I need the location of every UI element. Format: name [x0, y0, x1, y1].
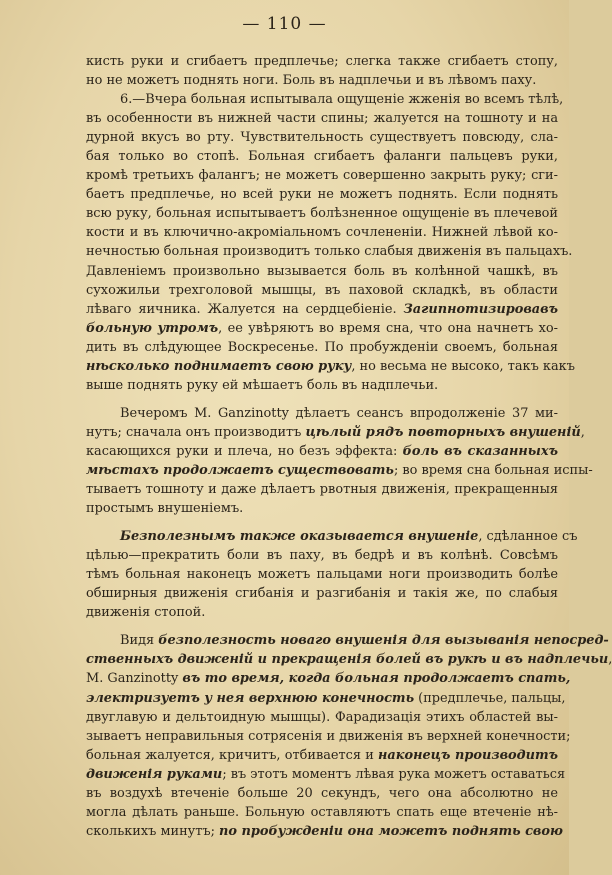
text-line	[86, 565, 558, 584]
plain-text: кромѣ третьихъ фалангъ; не можетъ совершенно закрыть руку; сги-	[86, 168, 558, 184]
emphasis-text: боль въ сказанныхъ	[402, 443, 558, 459]
plain-text: дить въ слѣдующее Воскресенье. По пробужденіи своемъ, больная	[86, 339, 558, 355]
text-line	[86, 669, 571, 688]
emphasis-text: цѣлый рядъ повторныхъ внушеній	[305, 424, 581, 440]
paragraph	[86, 404, 593, 518]
plain-text: могла дѣлать раньше. Больную оставляютъ спать еще втеченіе нѣ-	[86, 804, 558, 820]
plain-text: но не можетъ поднять ноги. Боль въ надплечьи и въ лѣвомъ паху.	[86, 73, 537, 89]
paragraph-gap	[86, 622, 558, 631]
emphasis-text: наконецъ производитъ	[378, 747, 558, 763]
paragraph	[86, 52, 558, 90]
text-line	[86, 480, 558, 499]
emphasis-text: больную утромъ	[86, 320, 219, 336]
text-line	[86, 376, 558, 395]
plain-text: въ особенности въ нижней части спины; жалуется на тошноту и на	[86, 111, 558, 127]
plain-text: зываетъ неправильныя сотрясенія и движенія въ верхней конечности;	[86, 728, 571, 744]
text-line	[86, 727, 571, 746]
plain-text: кисть руки и сгибаетъ предплечье; слегка также сгибаетъ стопу,	[86, 54, 558, 69]
text-line	[86, 461, 593, 480]
plain-text: больная жалуется, кричитъ, отбивается и	[86, 747, 378, 763]
text-line	[86, 166, 558, 185]
plain-text: тываетъ тошноту и даже дѣлаетъ рвотныя движенія, прекращенныя	[86, 482, 558, 498]
plain-text: въ воздухѣ втеченіе больше 20 секундъ, чего она абсолютно не	[86, 785, 558, 801]
plain-text: выше поднять руку ей мѣшаетъ боль въ надплечьи.	[86, 377, 439, 393]
plain-text: Давленіемъ произвольно вызывается боль въ колѣнной чашкѣ, въ	[86, 263, 558, 279]
text-line	[86, 746, 558, 765]
plain-text: двуглавую и дельтоидную мышцы). Фарадизація этихъ областей вы-	[86, 709, 558, 725]
plain-text: , ее увѣряютъ во время сна, что она начнетъ хо-	[218, 320, 558, 336]
emphasis-text: по пробужденіи она можетъ поднять свою	[219, 823, 563, 839]
plain-text: простымъ внушеніемъ.	[86, 501, 244, 517]
plain-text: обширныя движенія сгибанія и разгибанія и такія же, по слабыя	[86, 586, 558, 602]
plain-text: кости и въ ключично-акроміальномъ сочлененіи. Нижней лѣвой ко-	[86, 225, 558, 241]
plain-text: М. Ganzinotty	[86, 671, 183, 687]
emphasis-text: движенія руками	[86, 766, 223, 782]
plain-text: ,	[580, 424, 585, 440]
text-line	[86, 109, 558, 128]
plain-text: , сдѣланное съ	[478, 529, 578, 545]
plain-text: Видя	[120, 633, 159, 649]
plain-text: сухожильи трехголовой мышцы, въ паховой складкѣ, въ области	[86, 282, 558, 298]
plain-text: 6.—Вчера больная испытывала ощущеніе жженія во всемъ тѣлѣ,	[120, 92, 564, 108]
plain-text: дурной вкусъ во рту. Чувствительность существуетъ повсюду, сла-	[86, 130, 558, 146]
text-line	[86, 319, 558, 338]
body-text	[86, 52, 612, 841]
text-line	[86, 822, 563, 841]
text-line	[86, 689, 566, 708]
text-line	[86, 631, 609, 650]
plain-text: бая только во стопѣ. Больная сгибаетъ фаланги пальцевъ руки,	[86, 149, 558, 165]
plain-text: движенія стопой.	[86, 605, 206, 621]
emphasis-text: ственныхъ движеній и прекращенія болей въ рукѣ и въ надплечьи	[86, 652, 609, 668]
text-line	[86, 784, 558, 803]
text-line	[86, 708, 558, 727]
paragraph-gap	[86, 518, 558, 527]
text-line	[86, 765, 566, 784]
text-line	[86, 338, 558, 357]
text-line	[86, 262, 558, 281]
text-line	[86, 527, 578, 546]
paragraph	[86, 527, 578, 622]
plain-text: нечностью больная производитъ только слабыя движенія въ пальцахъ.	[86, 244, 573, 260]
emphasis-text: Загипнотизировавъ	[403, 301, 558, 317]
text-line	[86, 90, 564, 109]
plain-text: ; въ этотъ моментъ лѣвая рука можетъ оставаться	[222, 766, 566, 782]
text-line	[86, 52, 558, 71]
emphasis-text: безполезность новаго внушенія для вызыванія непосред-	[158, 633, 609, 649]
plain-text: (предплечье, пальцы,	[414, 690, 566, 706]
paragraph	[86, 90, 575, 395]
plain-text: нутъ; сначала онъ производитъ	[86, 424, 306, 440]
text-line	[86, 803, 558, 822]
plain-text: тѣмъ больная наконецъ можетъ пальцами ноги производить болѣе	[86, 567, 558, 583]
plain-text: ; во время сна больная испы-	[393, 462, 593, 478]
plain-text: сколькихъ минутъ;	[86, 823, 220, 839]
text-line	[86, 442, 558, 461]
text-line	[86, 404, 558, 423]
text-line	[86, 147, 558, 166]
plain-text: лѣваго яичника. Жалуется на сердцебіеніе.	[86, 301, 404, 317]
text-line	[86, 357, 575, 376]
plain-text: ,	[608, 652, 612, 668]
text-line	[86, 300, 558, 319]
plain-text: баетъ предплечье, но всей руки не можетъ поднять. Если поднять	[86, 187, 558, 203]
plain-text: , но весьма не высоко, такъ какъ	[351, 358, 575, 374]
text-line	[86, 185, 558, 204]
text-line	[86, 499, 558, 518]
emphasis-text: нѣсколько поднимаетъ свою руку	[86, 358, 352, 374]
text-line	[86, 603, 558, 622]
text-line	[86, 242, 573, 261]
emphasis-text: въ то время, когда больная продолжаетъ спать,	[182, 671, 571, 687]
text-line	[86, 71, 558, 90]
paragraph	[86, 631, 612, 841]
text-line	[86, 650, 612, 669]
text-line	[86, 546, 558, 565]
text-line	[86, 423, 585, 442]
plain-text: цѣлью—прекратить боли въ паху, въ бедрѣ и въ колѣнѣ. Совсѣмъ	[86, 548, 558, 564]
text-line	[86, 128, 558, 147]
emphasis-text: Безполезнымъ также оказывается внушеніе	[120, 529, 479, 545]
page-number: — 110 —	[242, 14, 327, 34]
text-line	[86, 584, 558, 603]
plain-text: Вечеромъ М. Ganzinotty дѣлаетъ сеансъ впродолженіе 37 ми-	[120, 405, 558, 421]
text-line	[86, 204, 558, 223]
plain-text: всю руку, больная испытываетъ болѣзненное ощущеніе въ плечевой	[86, 206, 558, 222]
text-line	[86, 281, 558, 300]
plain-text: касающихся руки и плеча, но безъ эффекта:	[86, 443, 403, 459]
emphasis-text: электризуетъ у нея верхнюю конечность	[86, 690, 415, 706]
emphasis-text: мѣстахъ продолжаетъ существовать	[86, 462, 394, 478]
paragraph-gap	[86, 395, 558, 404]
text-line	[86, 223, 558, 242]
